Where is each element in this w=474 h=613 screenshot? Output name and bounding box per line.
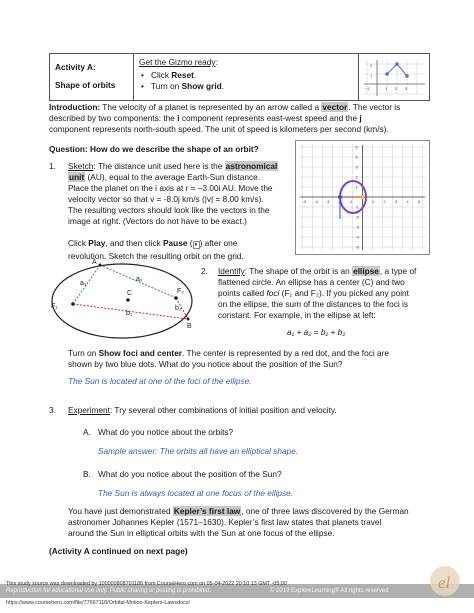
activity-label: Activity A:	[55, 62, 96, 72]
orbit-grid	[295, 140, 430, 255]
x-tick-label: -5	[303, 200, 307, 204]
y-tick-label: -5	[355, 245, 359, 250]
svg-text:2: 2	[395, 86, 398, 91]
continued-note: (Activity A continued on next page)	[49, 546, 188, 556]
experiment-number: 3.	[49, 405, 56, 415]
copyright-notice: © 2019 ExploreLearning® All rights reserved	[270, 588, 389, 594]
header-activity-cell	[50, 54, 134, 100]
label-A: A	[92, 259, 97, 266]
svg-text:3: 3	[405, 86, 408, 91]
download-notice: This study source was downloaded by 100000808701186 from CourseHero.com on 05-04-2022 20:10:13 GMT -05:00	[6, 581, 287, 587]
experiment-text: Experiment: Try several other combinations of initial position and velocity.	[68, 405, 337, 415]
svg-text:1: 1	[385, 86, 388, 91]
gizmo-ready	[139, 57, 224, 92]
x-tick-label: -3	[326, 200, 330, 204]
x-tick-label: 2	[383, 200, 386, 204]
y-tick-label: 5	[355, 145, 358, 150]
label-F2: F₂	[177, 288, 184, 295]
step-reset: • Click Reset.	[139, 70, 224, 81]
label-C: C	[127, 290, 133, 297]
y-tick-label: -1	[355, 205, 359, 210]
activity-title: Shape of orbits	[55, 80, 116, 90]
question-a-letter: A.	[83, 427, 91, 437]
gizmo-ready-label: Get the Gizmo ready	[139, 57, 216, 67]
identify-text: Identify: The shape of the orbit is an ellipse, a type of flattened circle. An ellipse has a center (C) and two points called foci (F₁ and F₂). If you picked any point on the ellipse, the sum of the distances to the foci is constant. For example, in the ellipse at left:	[218, 266, 417, 320]
gizmo-steps	[139, 70, 224, 92]
pause-icon: ⏸	[194, 242, 198, 248]
sun-dot	[361, 195, 365, 199]
svg-text:−1: −1	[365, 86, 370, 91]
question-heading: Question: How do we describe the shape of an orbit?	[49, 144, 259, 154]
label-a1: a₁	[80, 280, 87, 287]
x-tick-label: 1	[372, 200, 375, 204]
x-tick-label: -4	[314, 200, 318, 204]
identify-answer: The Sun is located at one of the foci of the ellipse.	[68, 376, 252, 386]
y-tick-label: 1	[355, 185, 358, 190]
svg-text:el: el	[438, 573, 451, 592]
svg-text:2: 2	[370, 63, 373, 68]
planet-dot	[338, 195, 342, 199]
y-tick-label: 4	[355, 155, 358, 160]
sketch-number: 1.	[49, 161, 56, 171]
label-F1: F₁	[51, 303, 58, 310]
explorelearning-logo	[430, 566, 460, 596]
foci-instructions: Turn on Show foci and center. The center is represented by a red dot, and the foci are shown by two blue dots. What do you notice about the position of the Sun?	[68, 348, 389, 369]
label-B: B	[187, 323, 192, 330]
y-tick-label: 3	[355, 165, 358, 170]
label-b2: b₂	[175, 305, 182, 312]
identify-number: 2.	[201, 266, 208, 276]
question-a: What do you notice about the orbits?	[98, 427, 234, 437]
x-tick-label: -1	[349, 200, 353, 204]
ellipse-diagram	[48, 256, 196, 348]
kepler-conclusion: You have just demonstrated Kepler’s first law, one of three laws discovered by the German astronomer Johannes Kepler (1571–1630). Kepler’s first law states that planets travel around the Sun in elliptical orbits with the Sun at one focus of the ellipse.	[68, 506, 409, 538]
label-a2: a₂	[136, 276, 143, 283]
x-tick-label: -2	[337, 200, 341, 204]
x-tick-label: 4	[406, 200, 409, 204]
ellipse-equation: a₁ + a₂ = b₁ + b₂	[287, 327, 346, 337]
answer-b: The Sun is always located at one focus of the ellipse.	[98, 488, 294, 498]
answer-a: Sample answer: The orbits all have an elliptical shape.	[98, 446, 299, 456]
y-tick-label: -3	[355, 225, 359, 230]
question-b-letter: B.	[83, 469, 91, 479]
gizmo-ready-colon: :	[215, 57, 218, 67]
gizmo-thumbnail	[358, 54, 430, 100]
sketch-text: Sketch: The distance unit used here is the astronomical unit (AU), equal to the average Earth-Sun distance. Place the planet on the i axis at r = –3.00i AU. Move the velocity vector so that v = -8.0j km/s (|v| = 8.00 km/s). The resulting vectors should look like the vectors in the image at right. (Vectors do not have to be exact.) Click Play, and then click Pause ( ⏸ ) after one revolution. Sketch the resulting orbit on the grid.	[68, 161, 278, 261]
y-tick-label: -4	[355, 235, 359, 240]
x-tick-label: 3	[395, 200, 398, 204]
step-show-grid: • Turn on Show grid.	[139, 81, 224, 92]
y-tick-label: 2	[355, 175, 358, 180]
header-table	[49, 53, 430, 101]
footer	[0, 573, 474, 613]
source-url[interactable]: https://www.coursehero.com/file/77667118/Orbital-Motion-Keplers-Lawsdocx/	[6, 600, 190, 606]
question-b: What do you notice about the position of the Sun?	[98, 469, 282, 479]
svg-text:1: 1	[370, 73, 373, 78]
y-tick-label: -2	[355, 215, 359, 220]
reproduction-notice: Reproduction for educational use only. Public sharing or posting is prohibited.	[6, 588, 212, 594]
label-b1: b₁	[126, 310, 133, 317]
x-tick-label: 5	[418, 200, 421, 204]
introduction: Introduction: The velocity of a planet is represented by an arrow called a vector. The vector is described by two components: the i component represents east-west speed and the j component represents north-south speed. The unit of speed is kilometers per second (km/s).	[49, 102, 401, 134]
